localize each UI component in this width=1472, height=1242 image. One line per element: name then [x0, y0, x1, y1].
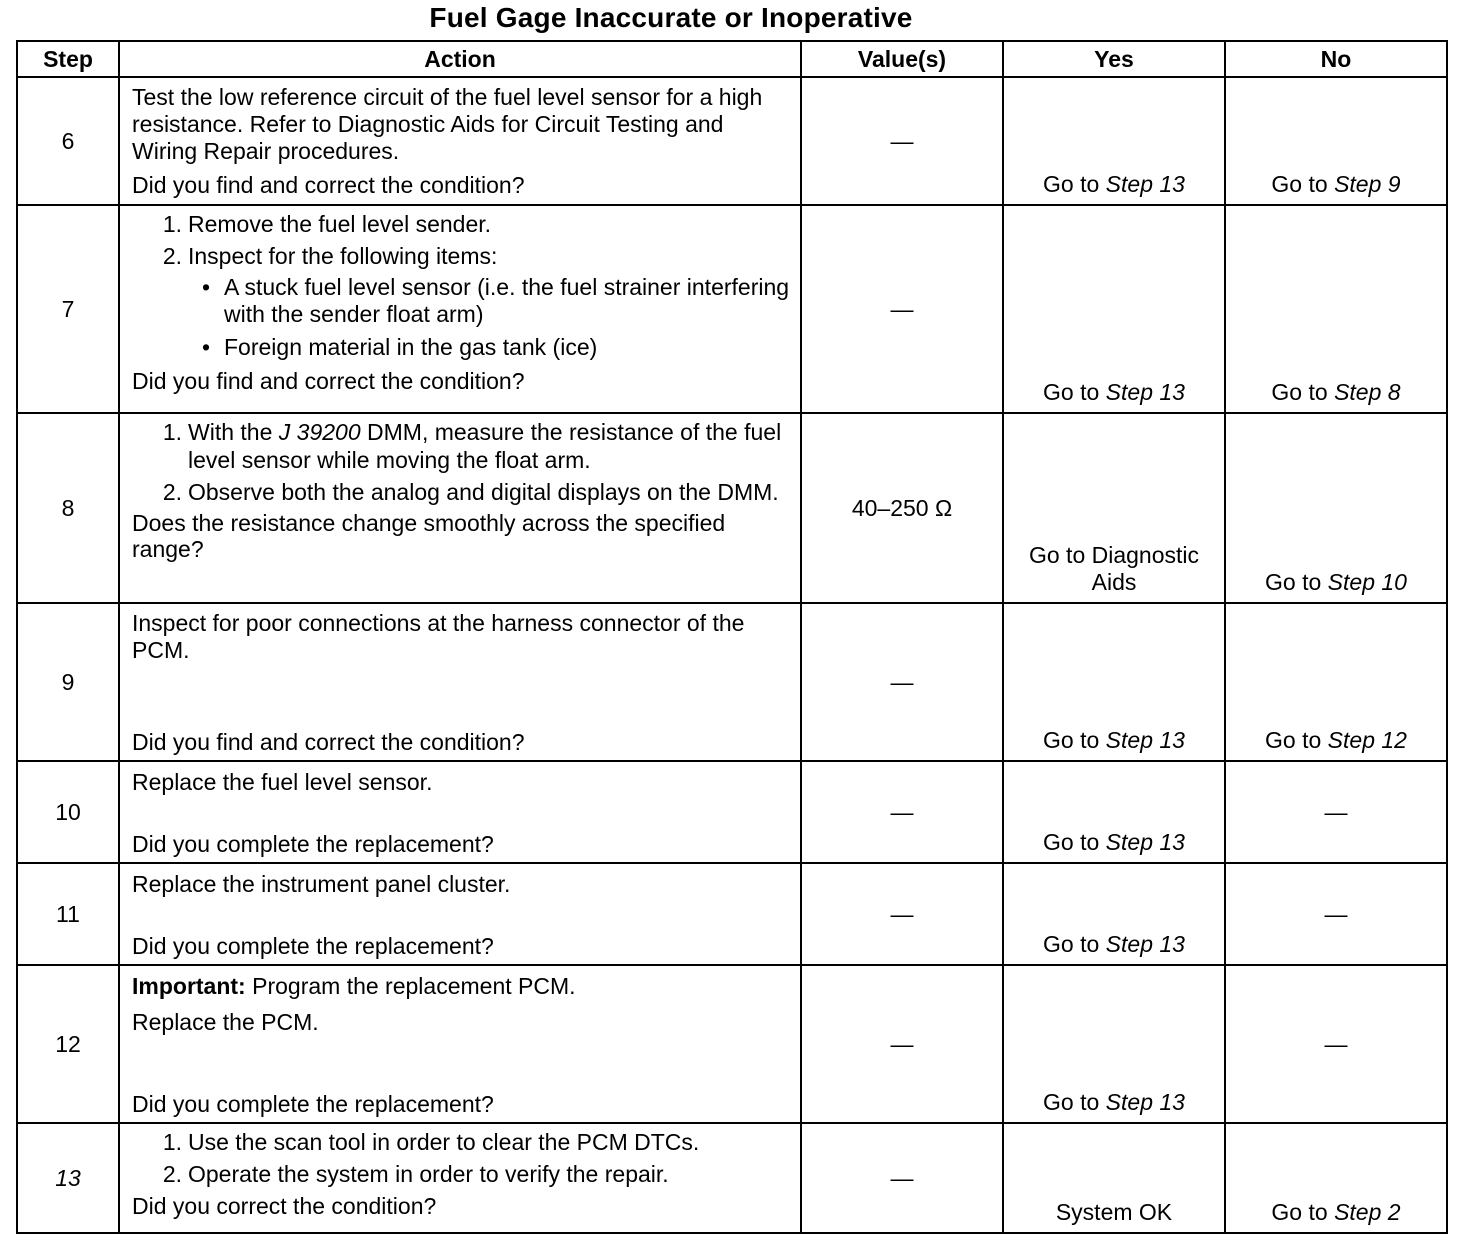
step-number: 6 [17, 77, 119, 205]
step-number: 9 [17, 603, 119, 761]
value-cell: — [801, 863, 1003, 965]
go-to-label: Go to [1043, 1089, 1100, 1115]
action-text: Replace the instrument panel cluster. [132, 871, 511, 897]
action-cell [119, 863, 801, 965]
action-list [132, 418, 792, 506]
action-cell [119, 413, 801, 603]
yes-cell: System OK [1003, 1123, 1225, 1233]
action-cell [119, 77, 801, 205]
bullet-list [188, 274, 792, 361]
tool-name: J 39200 [278, 419, 361, 445]
no-cell [1225, 205, 1447, 413]
yes-cell [1003, 205, 1225, 413]
header-values: Value(s) [801, 41, 1003, 77]
go-to-label: Go to [1043, 727, 1100, 753]
header-row [17, 41, 1447, 77]
step-number: 12 [17, 965, 119, 1123]
yes-cell [1003, 77, 1225, 205]
go-to-label: Go to [1043, 931, 1100, 957]
list-item: 1. Use the scan tool in order to clear the PCM DTCs. [162, 1129, 700, 1155]
header-action: Action [119, 41, 801, 77]
value-cell: — [801, 1123, 1003, 1233]
go-to-label: Go to [1043, 829, 1100, 855]
go-to-label: Go to [1265, 569, 1322, 595]
value-cell: — [801, 965, 1003, 1123]
action-text: Test the low reference circuit of the fuel level sensor for a high resistance. Refer to Diagnostic Aids for Circuit Testing and Wiring Repair procedures. [132, 84, 763, 164]
value-cell: 40–250 Ω [801, 413, 1003, 603]
go-to-label: Go to [1271, 171, 1328, 197]
go-to-label: Go to [1043, 171, 1100, 197]
no-step-link: Step 9 [1334, 171, 1401, 197]
header-step: Step [17, 41, 119, 77]
go-to-label: Go to [1043, 379, 1100, 405]
action-question: Did you find and correct the condition? [132, 172, 525, 198]
header-no: No [1225, 41, 1447, 77]
table-row [17, 205, 1447, 413]
no-cell [1225, 1123, 1447, 1233]
table-row [17, 603, 1447, 761]
action-question: Did you find and correct the condition? [132, 368, 525, 394]
value-cell: — [801, 603, 1003, 761]
action-text: Replace the fuel level sensor. [132, 769, 433, 795]
action-list [132, 1128, 792, 1188]
no-step-link: Step 2 [1334, 1199, 1401, 1225]
table-row [17, 1123, 1447, 1233]
yes-cell [1003, 761, 1225, 863]
action-list [132, 210, 792, 361]
action-question: Did you complete the replacement? [132, 933, 494, 959]
no-cell: — [1225, 761, 1447, 863]
go-to-label: Go to [1271, 379, 1328, 405]
list-item: 2. Inspect for the following items: • A stuck fuel level sensor (i.e. the fuel strainer interfering with the sender float arm) • Foreign material in the gas tank (ice) [166, 242, 792, 361]
go-to-label: Go to [1265, 727, 1322, 753]
page-title: Fuel Gage Inaccurate or Inoperative [429, 2, 913, 33]
value-cell: — [801, 205, 1003, 413]
step-number: 8 [17, 413, 119, 603]
list-item: 2. Observe both the analog and digital displays on the DMM. [162, 479, 779, 505]
table-row [17, 965, 1447, 1123]
no-cell [1225, 413, 1447, 603]
yes-cell [1003, 603, 1225, 761]
list-item: 1. With the J 39200 DMM, measure the resistance of the fuel level sensor while moving the float arm. [162, 419, 782, 473]
list-item: 2. Operate the system in order to verify the repair. [162, 1161, 669, 1187]
table-row [17, 77, 1447, 205]
go-to-label: Go to [1271, 1199, 1328, 1225]
important-note: Important: Program the replacement PCM. [132, 973, 576, 999]
action-question: Did you complete the replacement? [132, 831, 494, 857]
table-row [17, 761, 1447, 863]
list-item: 1. Remove the fuel level sender. [162, 211, 492, 237]
table-row [17, 863, 1447, 965]
no-step-link: Step 8 [1334, 379, 1401, 405]
action-cell [119, 1123, 801, 1233]
yes-step-link: Step 13 [1105, 171, 1185, 197]
value-cell: — [801, 77, 1003, 205]
action-cell [119, 761, 801, 863]
action-cell [119, 603, 801, 761]
yes-step-link: Step 13 [1105, 1089, 1185, 1115]
step-number: 13 [17, 1123, 119, 1233]
action-question: Did you complete the replacement? [132, 1091, 494, 1117]
table-row [17, 413, 1447, 603]
action-text: Inspect for poor connections at the harness connector of the PCM. [132, 610, 745, 663]
action-question: Does the resistance change smoothly across the specified range? [132, 510, 726, 562]
step-number: 10 [17, 761, 119, 863]
no-cell: — [1225, 965, 1447, 1123]
yes-step-link: Step 13 [1105, 829, 1185, 855]
step-number: 7 [17, 205, 119, 413]
no-cell [1225, 77, 1447, 205]
no-cell [1225, 603, 1447, 761]
bullet-item: • A stuck fuel level sensor (i.e. the fuel strainer interfering with the sender float arm) [202, 274, 792, 328]
action-cell [119, 205, 801, 413]
important-label: Important: [132, 973, 246, 999]
action-question: Did you find and correct the condition? [132, 729, 525, 755]
yes-step-link: Step 13 [1105, 727, 1185, 753]
bullet-item: • Foreign material in the gas tank (ice) [202, 334, 792, 361]
yes-cell [1003, 965, 1225, 1123]
yes-cell: Go to Diagnostic Aids [1003, 413, 1225, 603]
yes-cell [1003, 863, 1225, 965]
value-cell: — [801, 761, 1003, 863]
action-text: Replace the PCM. [132, 1009, 319, 1035]
no-step-link: Step 10 [1327, 569, 1407, 595]
header-yes: Yes [1003, 41, 1225, 77]
diagnostic-table [16, 40, 1448, 1234]
action-cell [119, 965, 801, 1123]
no-step-link: Step 12 [1327, 727, 1407, 753]
action-question: Did you correct the condition? [132, 1193, 437, 1219]
step-number: 11 [17, 863, 119, 965]
yes-step-link: Step 13 [1105, 931, 1185, 957]
yes-step-link: Step 13 [1105, 379, 1185, 405]
no-cell: — [1225, 863, 1447, 965]
